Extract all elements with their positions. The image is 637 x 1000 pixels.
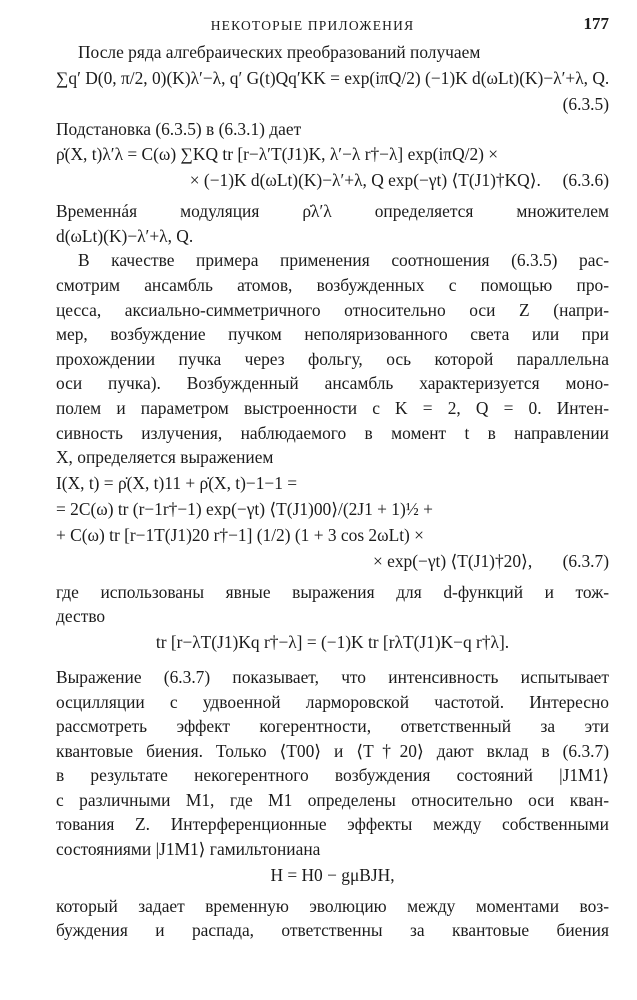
text-line: d(ωLt)(K)−λ′+λ, Q. [56,225,194,246]
equation-line: = 2C(ω) tr (r−1r†−1) exp(−γt) ⟨T(J1)00⟩/(2J1 + 1)½ + [56,498,433,519]
equation-line: I(X, t) = ρ̇(X, t)11 + ρ̇(X, t)−1−1 = [56,472,298,493]
equation-line: H = H0 − gμBJH, [270,864,395,885]
equation-line: ∑q′ D(0, π/2, 0)(K)λ′−λ, q′ G(t)Qq′KK = exp(iπQ/2) (−1)K d(ωLt)(K)−λ′+λ, Q. [56,67,610,88]
page-number: 177 [583,14,609,33]
text-line: осцилляции с удвоенной ларморовской частотой. Интересно [56,691,609,712]
equation-body: × exp(−γt) ⟨T(J1)†20⟩, [372,550,533,571]
text-line: прохождении пучка через фольгу, ось которой параллельна [56,348,609,369]
page-header [56,14,609,40]
equation-body: × (−1)K d(ωLt)(K)−λ′+λ, Q exp(−γt) ⟨T(J1)†KQ⟩. [189,170,541,191]
equation-line: + C(ω) tr [r−1T(J1)20 r†−1] (1/2) (1 + 3 cos 2ωLt) × [56,524,424,545]
equation-number: (6.3.7) [562,550,609,571]
text-line: буждения и распада, ответственны за квантовые биения [56,920,609,941]
text-line: где использованы явные выражения для d-функций и тож- [56,581,609,602]
equation-number: (6.3.6) [562,170,609,191]
text-line: цесса, аксиально-симметричного относительно оси Z (напри- [56,299,609,320]
text-line: в результате некогерентного возбуждения состояний |J1M1⟩ [56,765,609,786]
text-line: дество [56,606,106,627]
text-line: который задает временную эволюцию между моментами воз- [56,895,609,916]
equation-line [56,548,609,574]
equation-line: ρ̇(X, t)λ′λ = C(ω) ∑KQ tr [r−λ′T(J1)K, λ′−λ r†−λ] exp(iπQ/2) × [56,144,499,165]
text-line: квантовые биения. Только ⟨T00⟩ и ⟨T†20⟩ дают вклад в (6.3.7) [56,740,609,761]
equation-line: tr [r−λT(J1)Kq r†−λ] = (−1)K tr [rλT(J1)K−q r†λ]. [155,631,510,652]
equation-number: (6.3.5) [562,93,609,114]
text-line: смотрим ансамбль атомов, возбужденных с помощью про- [56,274,609,295]
text-line: полем и параметром выстроенности с K = 2, Q = 0. Интен- [56,397,609,418]
text-line: рассмотреть эффект когерентности, ответственный за эти [56,716,609,737]
text-line: оси пучка). Возбужденный ансамбль характеризуется моно- [56,373,609,394]
equation-line [56,167,609,193]
text-line: В качестве примера применения соотношения (6.3.5) рас- [78,250,609,271]
text-line: сивность излучения, наблюдаемого в момент t в направлении [56,422,609,443]
text-line: тования Z. Интерференционные эффекты между собственными [56,814,609,835]
text-line: Выражение (6.3.7) показывает, что интенсивность испытывает [56,666,609,687]
text-line: состояниями |J1M1⟩ гамильтониана [56,839,321,860]
text-line: мер, возбуждение пучком неполяризованного света или при [56,324,609,345]
text-line: Временнáя модуляция ρ̇λ′λ определяется множителем [56,201,609,222]
running-title: НЕКОТОРЫЕ ПРИЛОЖЕНИЯ [210,18,415,33]
text-line: Подстановка (6.3.5) в (6.3.1) дает [56,118,302,139]
text-line: После ряда алгебраических преобразований получаем [78,42,481,62]
text-line: X, определяется выражением [56,447,274,468]
text-line: с различными M1, где M1 определены относительно оси кван- [56,789,609,810]
